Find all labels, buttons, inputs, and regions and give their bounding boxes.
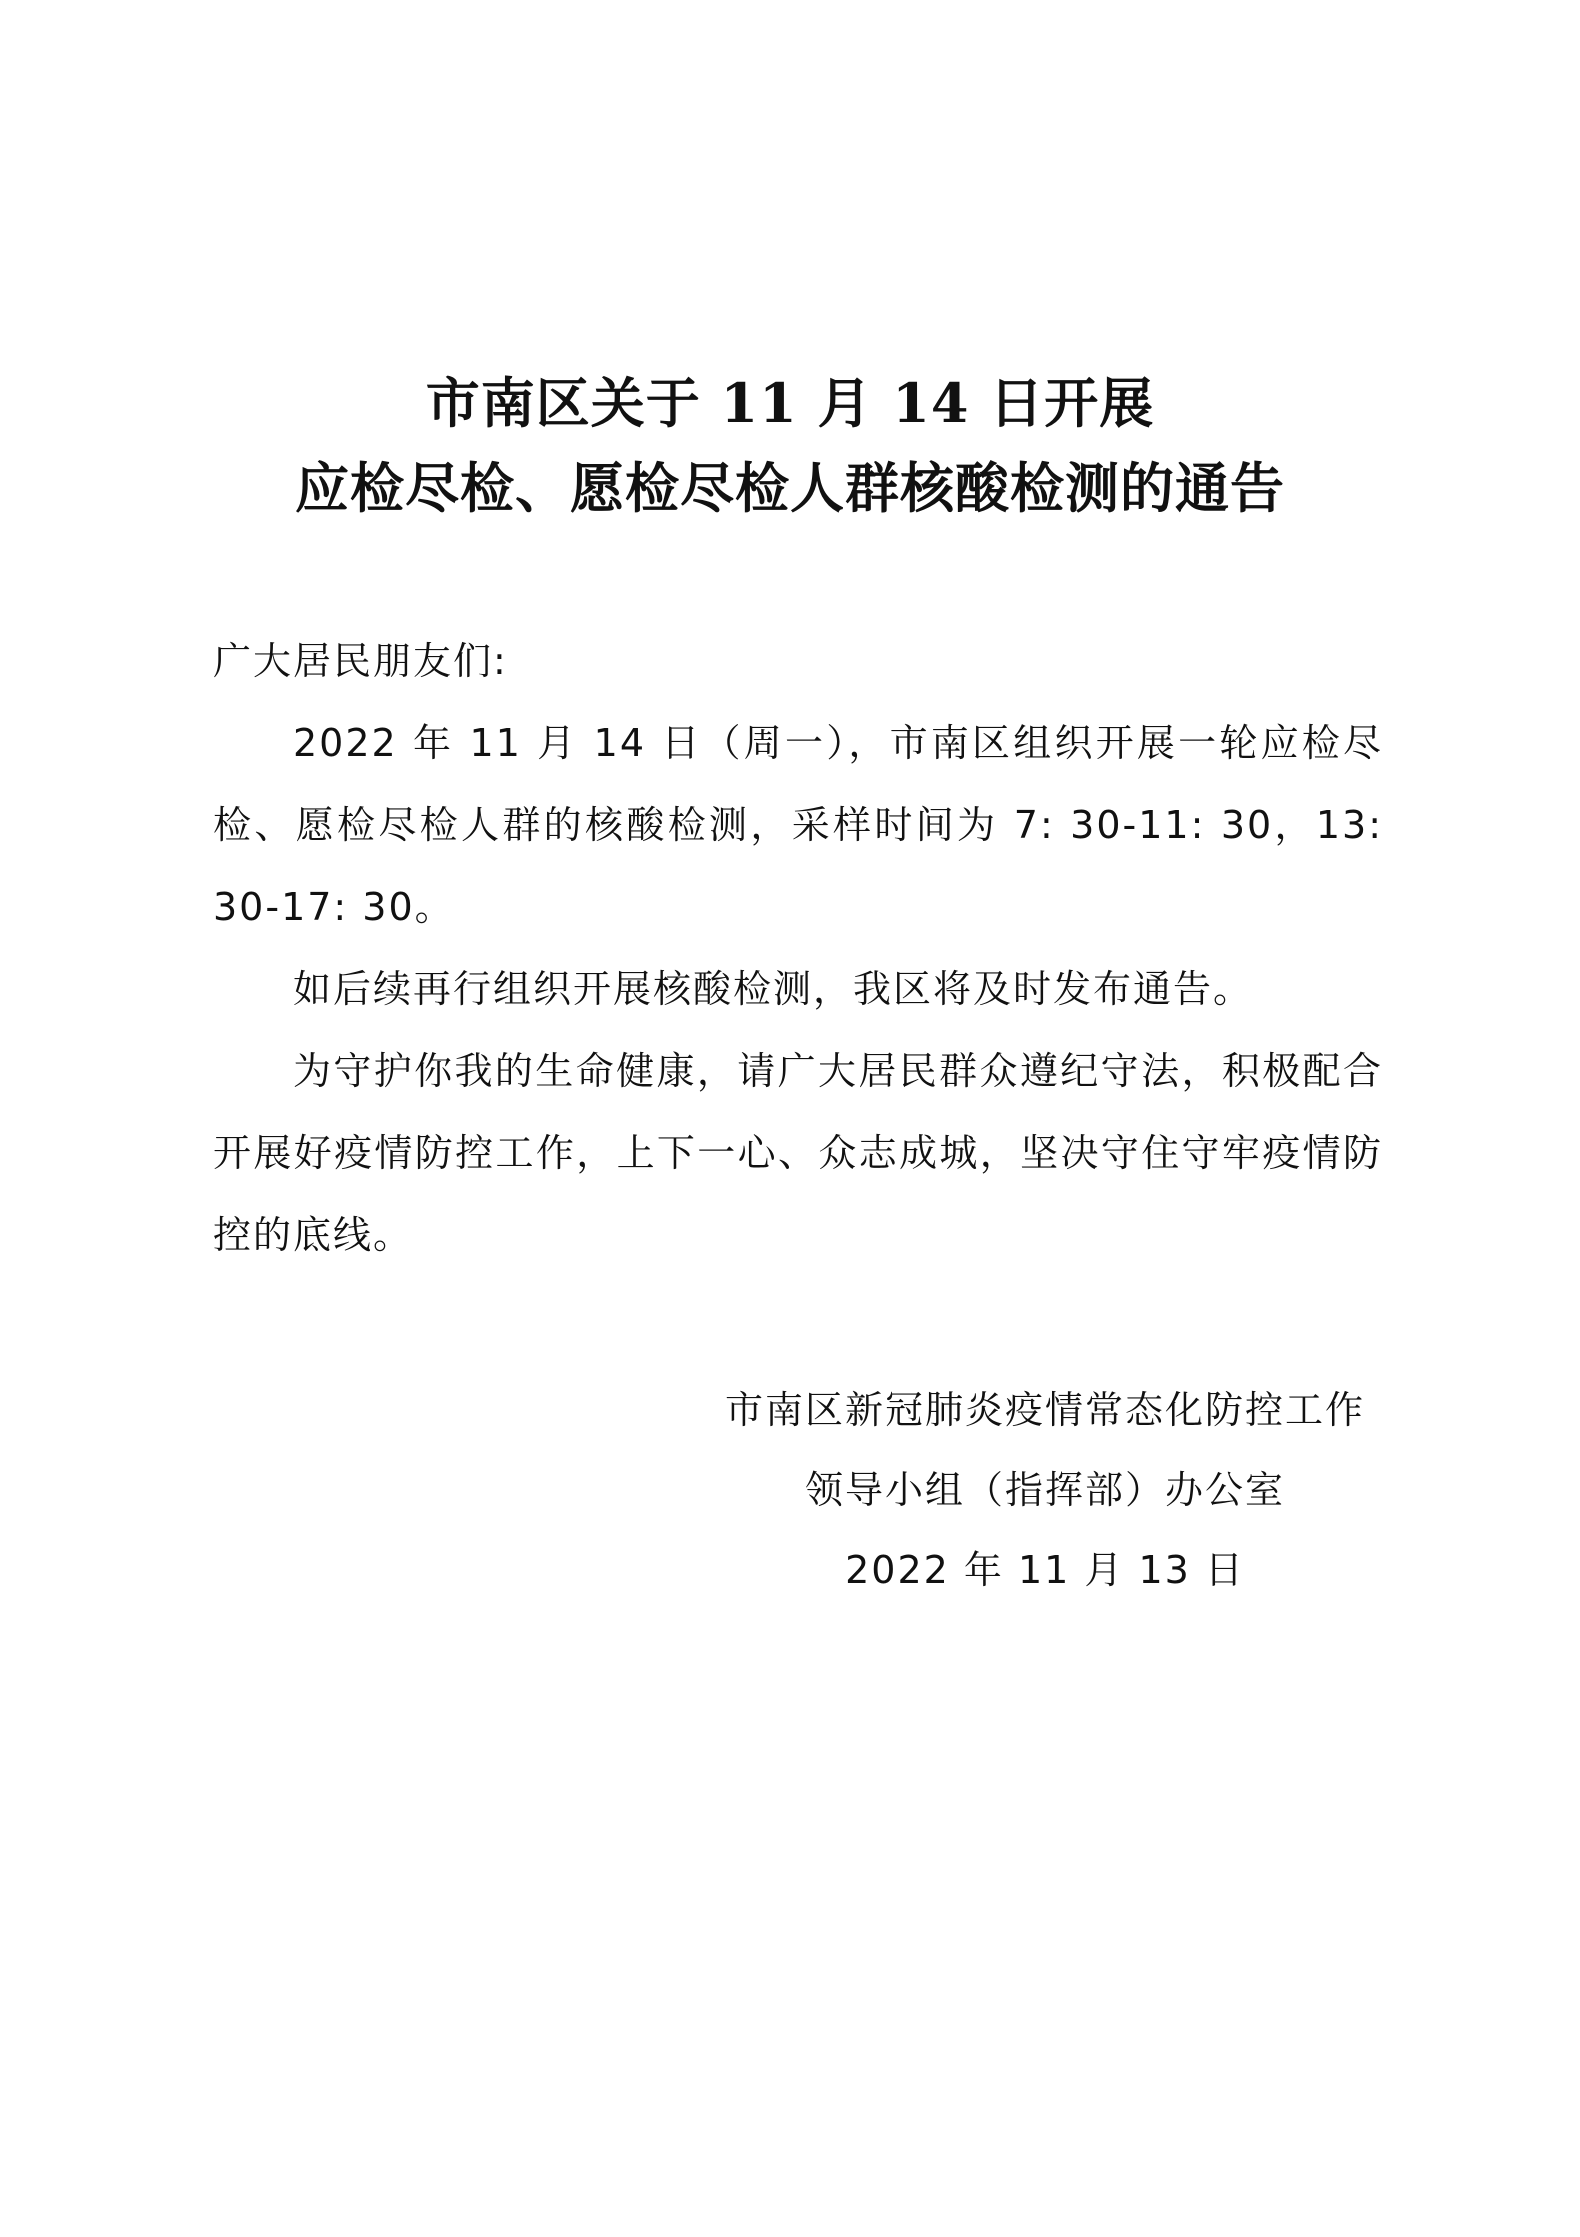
paragraph-testing-schedule: 2022 年 11 月 14 日（周一），市南区组织开展一轮应检尽检、愿检尽检人群的核酸检测，采样时间为 7: 30-11: 30，13: 30-17: 30。 — [213, 721, 1383, 929]
document-title-line-2: 应检尽检、愿检尽检人群核酸检测的通告 — [295, 456, 1285, 520]
salutation: 广大居民朋友们: — [213, 639, 508, 683]
signature-org-line-2: 领导小组（指挥部）办公室 — [804, 1468, 1285, 1512]
signature-date: 2022 年 11 月 13 日 — [845, 1548, 1245, 1592]
paragraph-future-notice: 如后续再行组织开展核酸检测，我区将及时发布通告。 — [293, 967, 1254, 1011]
document-title-line-1: 市南区关于 11 月 14 日开展 — [425, 371, 1155, 435]
paragraph-appeal: 为守护你我的生命健康，请广大居民群众遵纪守法，积极配合开展好疫情防控工作，上下一心、众志成城，坚决守住守牢疫情防控的底线。 — [213, 1049, 1383, 1257]
signature-org-line-1: 市南区新冠肺炎疫情常态化防控工作 — [724, 1388, 1365, 1432]
